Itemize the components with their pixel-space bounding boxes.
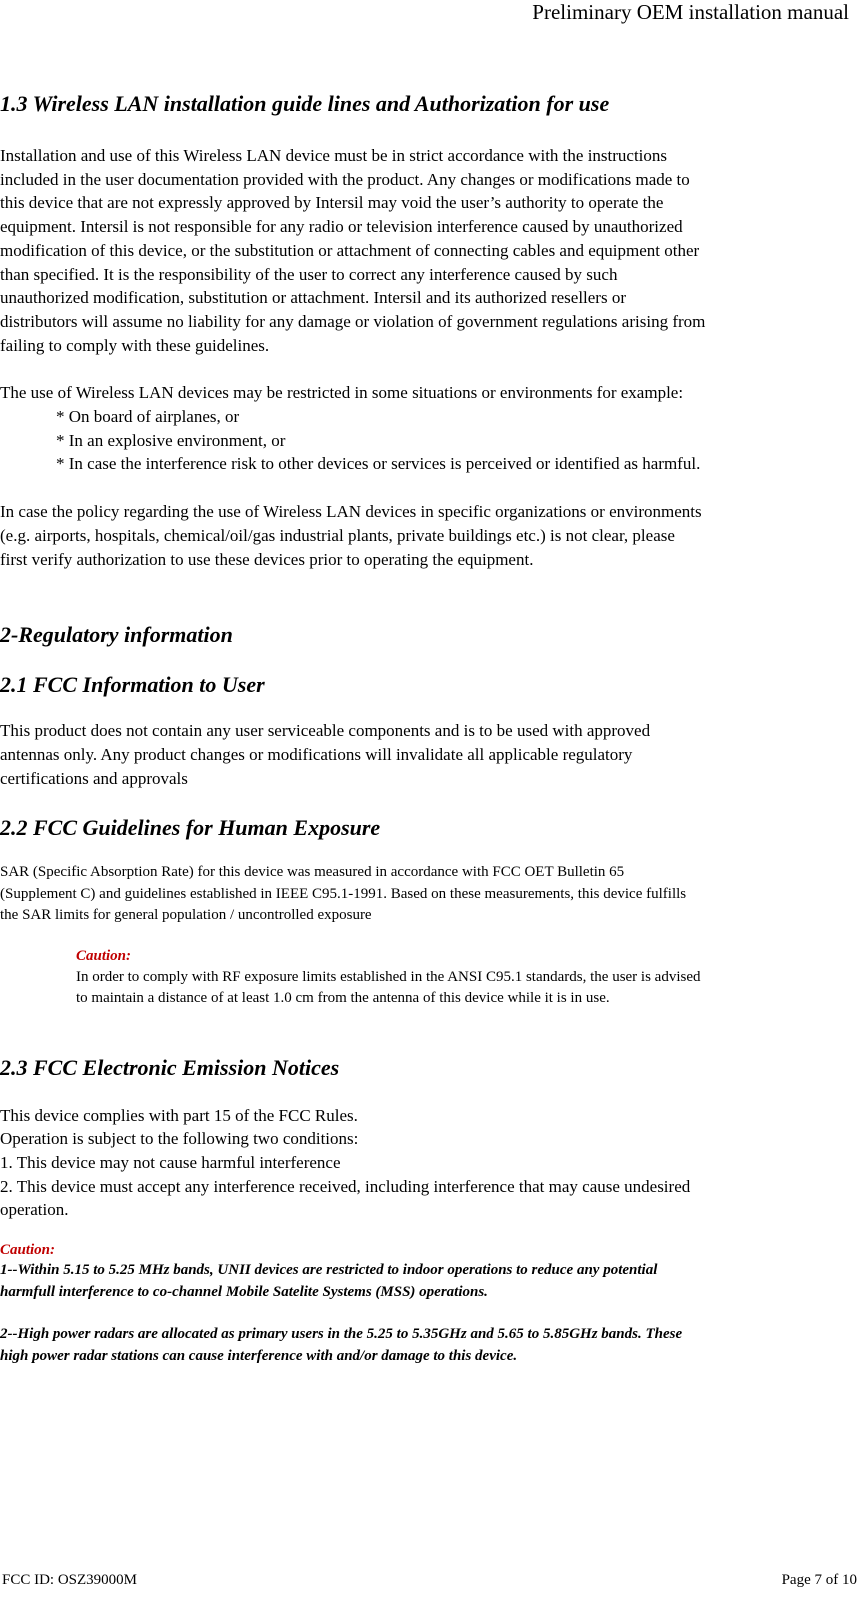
- text-line: failing to comply with these guidelines.: [0, 335, 270, 355]
- text-line: operation.: [0, 1200, 69, 1220]
- text-line: Installation and use of this Wireless LAN device must be in strict accordance with the instructions: [0, 146, 668, 165]
- section-1-3-paragraph-2: The use of Wireless LAN devices may be restricted in some situations or environments for example:: [0, 383, 684, 403]
- section-1-3-paragraph-3: [0, 500, 858, 571]
- text-line: In case the policy regarding the use of Wireless LAN devices in specific organizations or environments: [0, 502, 702, 522]
- list-item: * In case the interference risk to other devices or services is perceived or identified as harmful.: [56, 454, 701, 474]
- text-line: the SAR limits for general population / uncontrolled exposure: [0, 906, 372, 923]
- emission-caution: [0, 1242, 858, 1367]
- section-2-3-heading: 2.3 FCC Electronic Emission Notices: [0, 1054, 340, 1080]
- text-line: unauthorized modification, substitution or attachment. Intersil and its authorized resellers or: [0, 288, 626, 308]
- text-line: Operation is subject to the following two conditions:: [0, 1129, 359, 1149]
- rf-exposure-caution: [0, 946, 858, 1010]
- text-line: than specified. It is the responsibility of the user to correct any interference caused by such: [0, 264, 618, 284]
- text-line: this device that are not expressly approved by Intersil may void the user’s authority to operate the: [0, 193, 664, 213]
- section-2-2-heading: 2.2 FCC Guidelines for Human Exposure: [0, 815, 381, 841]
- text-line: SAR (Specific Absorption Rate) for this device was measured in accordance with FCC OET Bulletin 65: [0, 864, 625, 881]
- text-line: 1--Within 5.15 to 5.25 MHz bands, UNII devices are restricted to indoor operations to reduce any potential: [0, 1262, 658, 1279]
- section-2-1-heading: 2.1 FCC Information to User: [0, 672, 265, 698]
- section-2-2-paragraph: [0, 862, 858, 926]
- caution-title: Caution:: [0, 1242, 56, 1259]
- section-2-1-paragraph: [0, 719, 858, 790]
- text-line: In order to comply with RF exposure limits established in the ANSI C95.1 standards, the user is advised: [76, 969, 701, 986]
- text-line: antennas only. Any product changes or modifications will invalidate all applicable regulatory: [0, 744, 633, 764]
- section-1-3-heading: 1.3 Wireless LAN installation guide lines and Authorization for use: [0, 91, 610, 116]
- restriction-list: [0, 405, 858, 476]
- document-body: [0, 90, 858, 1367]
- section-2-heading: 2-Regulatory information: [0, 622, 233, 648]
- list-item: * On board of airplanes, or: [56, 407, 240, 427]
- text-line: included in the user documentation provided with the product. Any changes or modifications made to: [0, 169, 690, 189]
- text-line: This product does not contain any user serviceable components and is to be used with approved: [0, 721, 651, 741]
- text-line: to maintain a distance of at least 1.0 cm from the antenna of this device while it is in use.: [76, 990, 610, 1007]
- text-line: (Supplement C) and guidelines established in IEEE C95.1-1991. Based on these measurements, this device fulfills: [0, 885, 687, 902]
- caution-title: Caution:: [76, 947, 132, 964]
- fcc-id: FCC ID: OSZ39000M: [2, 1572, 138, 1588]
- text-line: 1. This device may not cause harmful interference: [0, 1152, 341, 1172]
- section-1-3-paragraph-1: [0, 144, 858, 357]
- page-header: Preliminary OEM installation manual: [532, 0, 849, 24]
- text-line: (e.g. airports, hospitals, chemical/oil/gas industrial plants, private buildings etc.) is not clear, please: [0, 525, 675, 545]
- text-line: distributors will assume no liability for any damage or violation of government regulations arising from: [0, 311, 706, 331]
- text-line: 2. This device must accept any interference received, including interference that may cause undesired: [0, 1176, 691, 1196]
- page-number: Page 7 of 10: [781, 1572, 857, 1588]
- text-line: modification of this device, or the substitution or attachment of connecting cables and equipment other: [0, 240, 700, 260]
- text-line: harmfull interference to co-channel Mobile Satelite Systems (MSS) operations.: [0, 1284, 488, 1301]
- text-line: certifications and approvals: [0, 768, 188, 788]
- text-line: 2--High power radars are allocated as primary users in the 5.25 to 5.35GHz and 5.65 to 5.85GHz bands. These: [0, 1326, 683, 1343]
- text-line: equipment. Intersil is not responsible for any radio or television interference caused by unauthorized: [0, 217, 683, 237]
- text-line: This device complies with part 15 of the FCC Rules.: [0, 1105, 358, 1125]
- list-item: * In an explosive environment, or: [56, 430, 286, 450]
- section-2-3-paragraph: [0, 1104, 858, 1223]
- text-line: first verify authorization to use these devices prior to operating the equipment.: [0, 549, 534, 569]
- text-line: high power radar stations can cause interference with and/or damage to this device.: [0, 1348, 518, 1365]
